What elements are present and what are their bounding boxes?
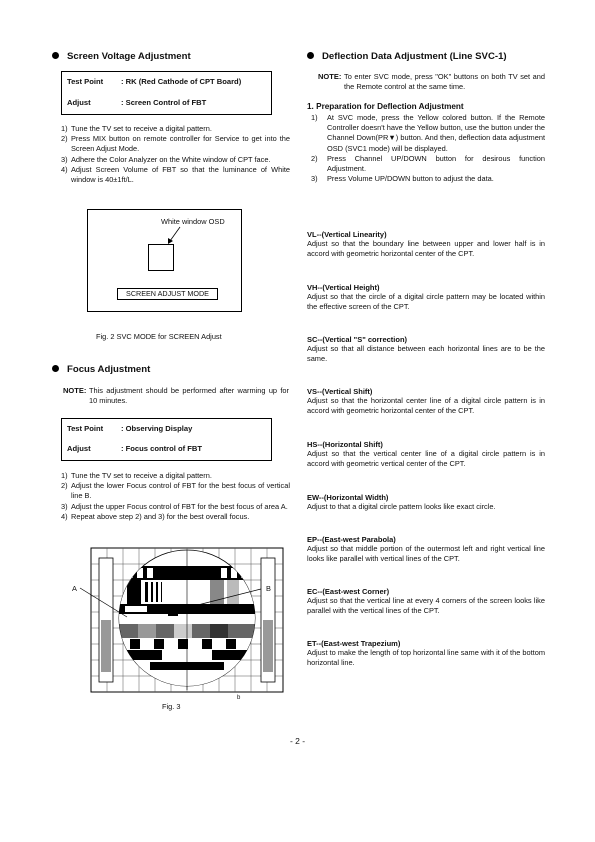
list-item [61, 134, 290, 154]
item-title: ET--(East-west Trapezium) [307, 639, 401, 648]
focus-title: Focus Adjustment [67, 364, 151, 375]
table-value: : Observing Display [121, 424, 193, 433]
mark-b: b [237, 695, 241, 701]
list-item [61, 165, 290, 185]
svc-mode-figure [87, 209, 242, 312]
step-number: 4) [61, 511, 68, 521]
adjust-item [307, 335, 545, 365]
note-text: To enter SVC mode, press "OK" buttons on both TV set and the Remote control at the same time. [344, 72, 545, 92]
step-text: Repeat above step 2) and 3) for the best overall focus. [71, 511, 250, 521]
page-number: - 2 - [289, 736, 306, 746]
white-window-box [148, 244, 174, 271]
table-value: : Focus control of FBT [121, 444, 202, 453]
screen-voltage-heading [52, 51, 191, 62]
step-number: 4) [61, 164, 68, 174]
label-a: A [72, 584, 77, 593]
list-item [61, 502, 290, 512]
step-number: 2) [61, 134, 68, 144]
adjust-item [307, 387, 545, 417]
step-number: 3) [61, 501, 68, 511]
adjust-item [307, 230, 545, 260]
deflection-title: Deflection Data Adjustment (Line SVC-1) [322, 51, 507, 62]
adjust-item [307, 639, 545, 669]
focus-test-pattern [70, 546, 285, 701]
step-text: Press MIX button on remote controller for Service to get into the Screen Adjust Mode. [71, 134, 290, 154]
item-text: Adjust so that middle portion of the outermost left and right vertical line looks like parallel with vertical lines of the CPT. [307, 544, 545, 564]
screen-voltage-table [61, 71, 272, 115]
bullet-icon [52, 52, 59, 59]
step-text: Tune the TV set to receive a digital pattern. [71, 124, 212, 133]
step-number: 2) [311, 153, 318, 163]
item-title: EP--(East-west Parabola) [307, 535, 396, 544]
adjust-item [307, 440, 545, 470]
item-title: EC--(East-west Corner) [307, 587, 390, 596]
list-item [61, 124, 290, 134]
adjust-item [307, 283, 545, 313]
list-item [61, 512, 290, 522]
item-text: Adjust so that all distance between each horizontal lines are to be the same. [307, 344, 545, 364]
item-title: SC--(Vertical "S" correction) [307, 335, 408, 344]
list-item [307, 154, 545, 174]
prep-title: 1. Preparation for Deflection Adjustment [307, 102, 464, 111]
item-title: VL--(Vertical Linearity) [307, 230, 387, 239]
label-b: B [266, 584, 271, 593]
step-text: Adjust the upper Focus control of FBT for the best focus of area A. [71, 501, 288, 511]
adjust-item [307, 535, 545, 565]
table-value: : RK (Red Cathode of CPT Board) [121, 77, 242, 86]
osd-label: White window OSD [161, 217, 225, 226]
step-number: 1) [311, 113, 318, 122]
screen-voltage-steps [61, 124, 290, 185]
focus-heading [52, 364, 150, 375]
deflection-heading [307, 51, 507, 62]
item-text: Adjust so that the vertical line at every 4 corners of the screen looks like parallel with the vertical lines of the CPT. [307, 596, 545, 616]
step-text: Press Channel UP/DOWN button for desirous function Adjustment. [327, 153, 545, 174]
screen-voltage-title: Screen Voltage Adjustment [67, 51, 191, 62]
step-number: 1) [61, 471, 68, 480]
step-text: Press Volume UP/DOWN button to adjust the data. [327, 174, 494, 184]
list-item [61, 471, 290, 481]
item-title: EW--(Horizontal Width) [307, 493, 389, 502]
step-text: At SVC mode, press the Yellow colored button. If the Remote Controller doesn't have the Yellow button, use the button under the Channel Down(PR▼) button. And then, deflection data adjustment OSD (SVC1 mode) will be displayed. [327, 113, 545, 153]
figure-caption: Fig. 3 [162, 702, 181, 711]
step-number: 2) [61, 481, 68, 491]
step-text: Adjust Screen Volume of FBT so that the luminance of White window is 40±1ft/L. [71, 164, 290, 185]
item-text: Adjust so that the horizontal center line of a digital circle pattern is in accord with geometric horizontal center of the CPT. [307, 396, 545, 416]
table-label: Test Point [67, 77, 104, 86]
step-number: 1) [61, 124, 68, 133]
item-text: Adjust to that a digital circle pattern looks like exact circle. [307, 502, 496, 511]
list-item [307, 113, 545, 154]
table-label: Test Point [67, 424, 104, 433]
step-text: Adjust the lower Focus control of FBT for the best focus of vertical line B. [71, 481, 290, 501]
adjust-item [307, 493, 545, 512]
item-title: HS--(Horizontal Shift) [307, 440, 383, 449]
focus-table [61, 418, 272, 461]
figure-caption: Fig. 2 SVC MODE for SCREEN Adjust [96, 332, 222, 341]
item-title: VH--(Vertical Height) [307, 283, 380, 292]
item-title: VS--(Vertical Shift) [307, 387, 373, 396]
step-text: Adhere the Color Analyzer on the White window of CPT face. [71, 154, 271, 164]
list-item [61, 155, 290, 165]
focus-steps [61, 471, 290, 522]
item-text: Adjust to make the length of top horizontal line same with it of the bottom horizontal line. [307, 648, 545, 668]
focus-note [63, 386, 289, 406]
list-item [307, 174, 545, 184]
item-text: Adjust so that the vertical center line of a digital circle pattern is in accord with geometric vertical center of the CPT. [307, 449, 545, 469]
table-value: : Screen Control of FBT [121, 98, 207, 107]
deflection-note [318, 72, 545, 92]
note-label: NOTE: [63, 386, 87, 395]
table-label: Adjust [67, 444, 91, 453]
list-item [61, 481, 290, 501]
item-text: Adjust so that the circle of a digital circle pattern may be located within the effective screen of the CPT. [307, 292, 545, 312]
screen-adjust-mode-label: SCREEN ADJUST MODE [117, 288, 218, 300]
bullet-icon [307, 52, 314, 59]
step-number: 3) [61, 154, 68, 164]
note-label: NOTE: [318, 72, 342, 81]
note-text: This adjustment should be performed after warming up for 10 minutes. [89, 386, 289, 406]
bullet-icon [52, 365, 59, 372]
table-label: Adjust [67, 98, 91, 107]
step-number: 3) [311, 174, 318, 184]
step-text: Tune the TV set to receive a digital pattern. [71, 471, 212, 480]
prep-steps [307, 113, 545, 184]
item-text: Adjust so that the boundary line between upper and lower half is in accord with geometric horizontal center of the CPT. [307, 239, 545, 259]
adjust-item [307, 587, 545, 617]
